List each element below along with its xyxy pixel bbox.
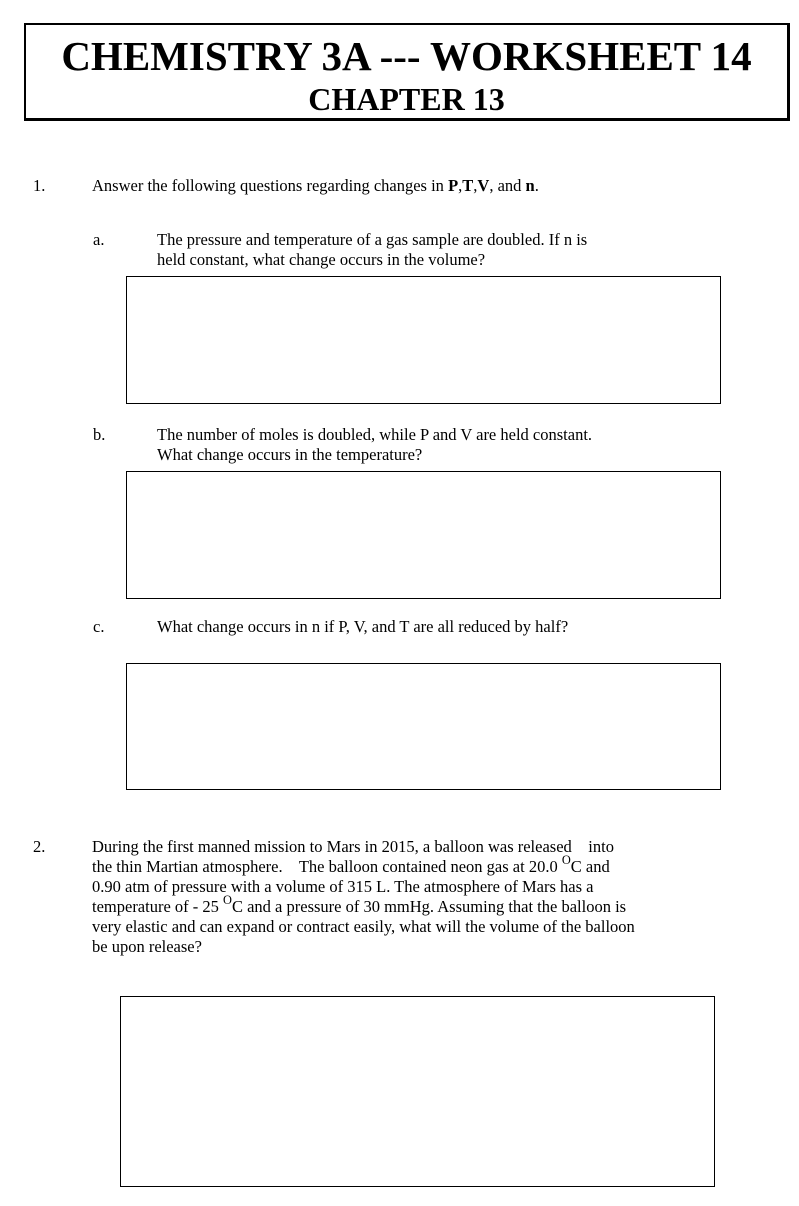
question-2-line-3: 0.90 atm of pressure with a volume of 315 L. The atmosphere of Mars has a [92,877,594,896]
degree-symbol: O [223,893,232,908]
part-a-line-1: The pressure and temperature of a gas sample are doubled. If n is [157,230,588,249]
part-a-letter: a. [93,230,105,249]
worksheet-title-box [24,23,790,121]
question-2-line-1: During the first manned mission to Mars in 2015, a balloon was released into [92,837,614,856]
comma: , [473,176,478,195]
part-b-line-2: What change occurs in the temperature? [157,445,423,464]
var-v: V [477,176,490,195]
and-text: , and [489,176,526,195]
q2-line-2-end: C and [570,857,610,876]
question-1-prompt [92,176,539,196]
comma: , [458,176,463,195]
worksheet-title: CHEMISTRY 3A --- WORKSHEET 14 [61,33,752,79]
question-2-line-4 [92,893,627,917]
degree-symbol: O [561,853,571,868]
part-b-line-1: The number of moles is doubled, while P and V are held constant. [157,425,593,444]
period: . [534,176,539,195]
question-2-line-6: be upon release? [92,937,202,956]
part-b-letter: b. [93,425,106,444]
question-2-number: 2. [33,837,46,856]
answer-box-1c[interactable] [126,663,721,790]
part-a-line-2: held constant, what change occurs in the volume? [157,250,486,269]
q2-line-2-text: the thin Martian atmosphere. The balloon contained neon gas at 20.0 [92,857,562,876]
part-c-line-1: What change occurs in n if P, V, and T are all reduced by half? [157,617,569,636]
answer-box-2[interactable] [120,996,715,1187]
var-t: T [462,176,474,195]
question-2-line-5: very elastic and can expand or contract easily, what will the volume of the balloon [92,917,635,936]
prompt-text: Answer the following questions regarding changes in [92,176,449,195]
answer-box-1a[interactable] [126,276,721,404]
answer-box-1b[interactable] [126,471,721,599]
var-p: P [448,176,459,195]
part-c-letter: c. [93,617,105,636]
question-1-number: 1. [33,176,46,195]
question-2-line-2 [92,853,610,877]
chapter-subtitle: CHAPTER 13 [308,81,505,117]
q2-line-4-text: temperature of - 25 [92,897,224,916]
var-n: n [525,176,535,195]
q2-line-4-end: C and a pressure of 30 mmHg. Assuming that the balloon is [231,897,627,916]
